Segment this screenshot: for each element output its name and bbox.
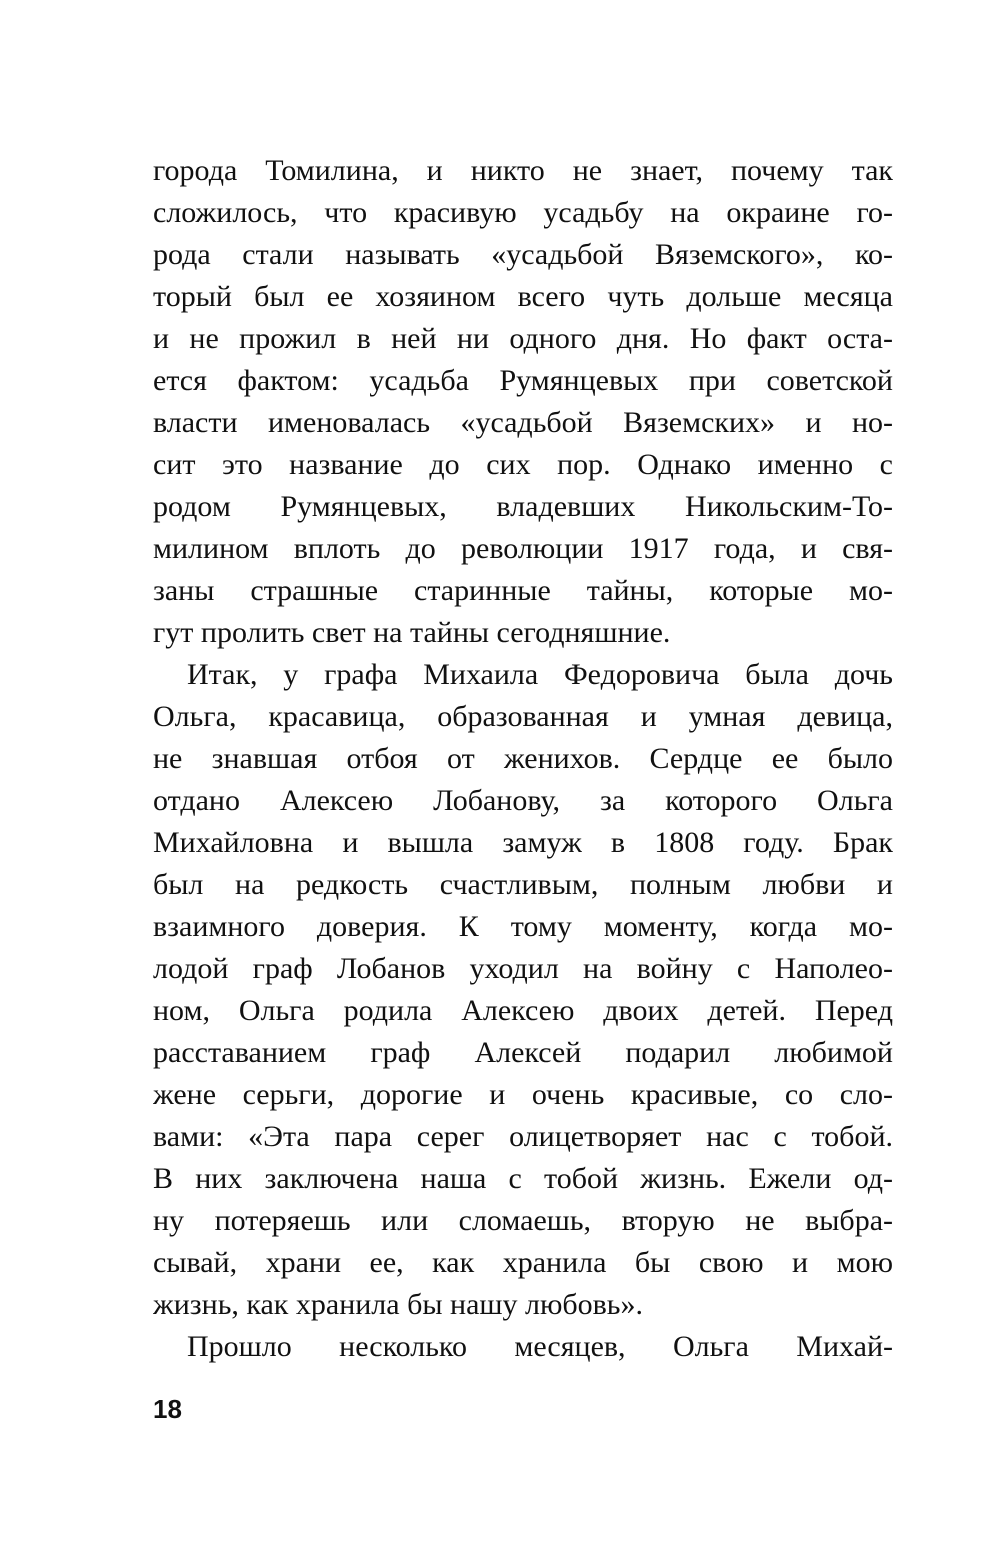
text-line: сложилось, что красивую усадьбу на окраине го- bbox=[153, 196, 893, 229]
text-line: расставанием граф Алексей подарил любимой bbox=[153, 1036, 893, 1069]
page-number: 18 bbox=[153, 1394, 182, 1424]
text-line: был на редкость счастливым, полным любви и bbox=[153, 868, 893, 901]
text-line: сывай, храни ее, как хранила бы свою и мою bbox=[153, 1246, 893, 1279]
text-line: жизнь, как хранила бы нашу любовь». bbox=[153, 1288, 643, 1321]
text-line: родом Румянцевых, владевших Никольским-То- bbox=[153, 490, 893, 523]
text-line: ется фактом: усадьба Румянцевых при советской bbox=[153, 364, 893, 397]
text-line: заны страшные старинные тайны, которые мо- bbox=[153, 574, 893, 607]
text-line: милином вплоть до революции 1917 года, и свя- bbox=[153, 532, 893, 565]
text-line: торый был ее хозяином всего чуть дольше месяца bbox=[153, 280, 893, 313]
text-line: не знавшая отбоя от женихов. Сердце ее было bbox=[153, 742, 893, 775]
text-line: взаимного доверия. К тому моменту, когда мо- bbox=[153, 910, 893, 943]
text-line: В них заключена наша с тобой жизнь. Ежели од- bbox=[153, 1162, 893, 1195]
text-line: сит это название до сих пор. Однако именно с bbox=[153, 448, 893, 481]
text-line: Михайловна и вышла замуж в 1808 году. Брак bbox=[153, 826, 893, 859]
text-line: Ольга, красавица, образованная и умная девица, bbox=[153, 700, 893, 733]
text-line: ну потеряешь или сломаешь, вторую не выбра- bbox=[153, 1204, 893, 1237]
text-line: Прошло несколько месяцев, Ольга Михай- bbox=[187, 1330, 893, 1363]
text-line: власти именовалась «усадьбой Вяземских» и но- bbox=[153, 406, 893, 439]
text-line: ном, Ольга родила Алексею двоих детей. Перед bbox=[153, 994, 893, 1027]
text-line: гут пролить свет на тайны сегодняшние. bbox=[153, 616, 671, 649]
body-text bbox=[153, 150, 893, 1368]
text-line: отдано Алексею Лобанову, за которого Ольга bbox=[153, 784, 893, 817]
text-line: вами: «Эта пара серег олицетворяет нас с тобой. bbox=[153, 1120, 893, 1153]
text-line: жене серьги, дорогие и очень красивые, со сло- bbox=[153, 1078, 893, 1111]
text-line: и не прожил в ней ни одного дня. Но факт оста- bbox=[153, 322, 893, 355]
text-line: города Томилина, и никто не знает, почему так bbox=[153, 154, 893, 187]
text-line: Итак, у графа Михаила Федоровича была дочь bbox=[187, 658, 893, 691]
text-line: лодой граф Лобанов уходил на войну с Наполео- bbox=[153, 952, 893, 985]
text-line: рода стали называть «усадьбой Вяземского», ко- bbox=[153, 238, 893, 271]
